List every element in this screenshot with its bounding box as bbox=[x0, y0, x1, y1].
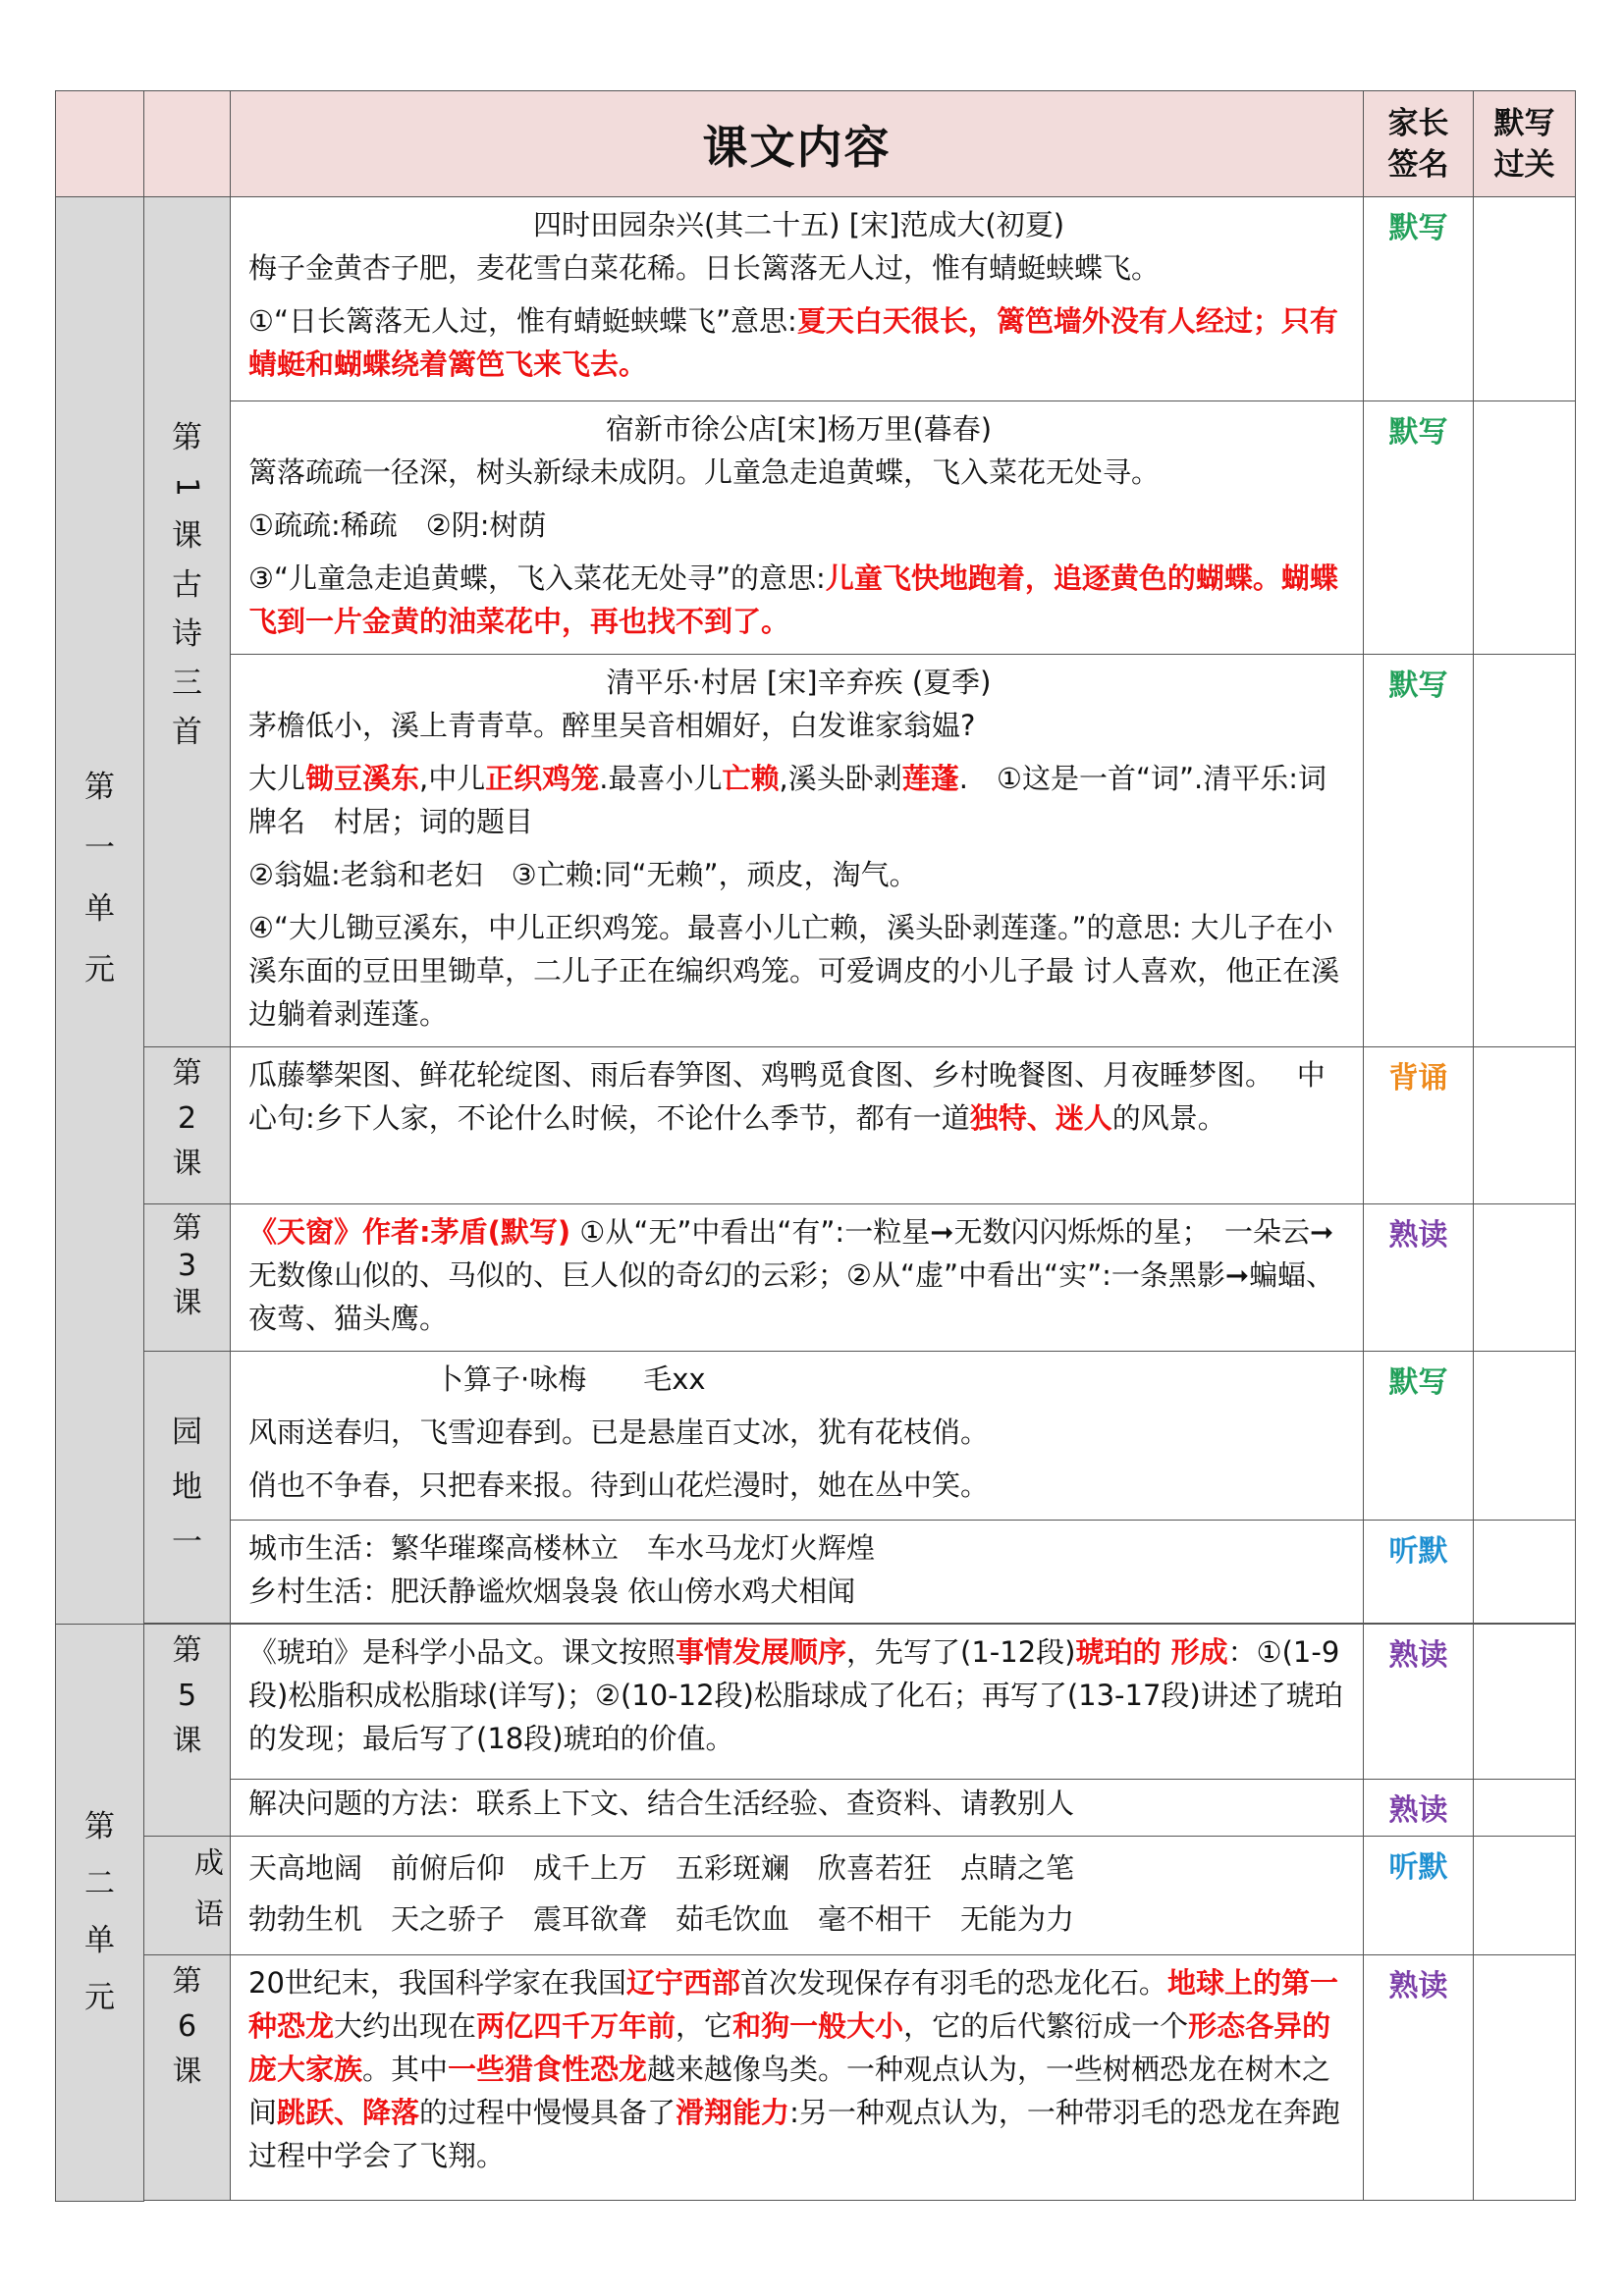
garden1-poem-line2: 俏也不争春，只把春来报。待到山花烂漫时，她在丛中笑。 bbox=[248, 1468, 990, 1502]
pass-cell[interactable] bbox=[1474, 1780, 1576, 1837]
idioms-row1: 天高地阔 前俯后仰 成千上万 五彩斑斓 欣喜若狂 点睛之笔 bbox=[248, 1851, 1075, 1885]
city-life: 城市生活：繁华璀璨高楼林立 车水马龙灯火辉煌 bbox=[248, 1531, 876, 1565]
poem2-note3: ③“儿童急走追黄蝶，飞入菜花无处寻”的意思:儿童飞快地跑着，追逐黄色的蝴蝶。蝴蝶飞到一片金黄的油菜花中，再也找不到了。 bbox=[248, 561, 1338, 638]
lesson1-label: 第 1 课 古 诗 三 首 bbox=[144, 197, 231, 1047]
pass-cell[interactable] bbox=[1474, 1521, 1576, 1624]
lesson6-label: 第 6 课 bbox=[144, 1955, 231, 2201]
lesson2-label: 第 2 课 bbox=[144, 1047, 231, 1204]
garden1-tag1: 默写 bbox=[1364, 1352, 1474, 1521]
table-row bbox=[56, 1204, 1576, 1352]
pass-cell[interactable] bbox=[1474, 197, 1576, 401]
lesson6-cell: 20世纪末，我国科学家在我国辽宁西部首次发现保存有羽毛的恐龙化石。地球上的第一种恐龙大约出现在两亿四千万年前，它和狗一般大小，它的后代繁衍成一个形态各异的庞大家族。其中一些猎食性恐龙越来越像鸟类。一种观点认为，一些树栖恐龙在树木之间跳跃、降落的过程中慢慢具备了滑翔能力:另一种观点认为，一种带羽毛的恐龙在奔跑过程中学会了飞翔。 bbox=[231, 1955, 1364, 2201]
garden1-poem-cell bbox=[231, 1352, 1364, 1521]
header-blank-2 bbox=[144, 91, 231, 197]
table-row bbox=[56, 197, 1576, 401]
pass-cell[interactable] bbox=[1474, 1955, 1576, 2201]
table-row bbox=[56, 1521, 1576, 1624]
header-blank-1 bbox=[56, 91, 144, 197]
poem1-tag: 默写 bbox=[1364, 197, 1474, 401]
spacer-row bbox=[56, 2201, 1576, 2202]
idioms-row2: 勃勃生机 天之骄子 震耳欲聋 茹毛饮血 毫不相干 无能为力 bbox=[248, 1902, 1075, 1936]
pass-cell[interactable] bbox=[1474, 1625, 1576, 1780]
table-row bbox=[56, 1955, 1576, 2201]
lesson5-cell: 《琥珀》是科学小品文。课文按照事情发展顺序，先写了(1-12段)琥珀的 形成：①(1-9段)松脂积成松脂球(详写)；②(10-12段)松脂球成了化石；再写了(13-17段)讲述了琥珀的发现；最后写了(18段)琥珀的价值。 bbox=[231, 1625, 1364, 1780]
poem1-text: 梅子金黄杏子肥，麦花雪白菜花稀。日长篱落无人过，惟有蜻蜓蛱蝶飞。 bbox=[248, 251, 1161, 285]
pass-cell[interactable] bbox=[1474, 1047, 1576, 1204]
poem3-title: 清平乐·村居 [宋]辛弃疾 (夏季) bbox=[606, 666, 992, 699]
table-row bbox=[56, 1352, 1576, 1521]
header-row bbox=[56, 91, 1576, 197]
pass-cell[interactable] bbox=[1474, 401, 1576, 655]
poem1-title: 四时田园杂兴(其二十五) [宋]范成大(初夏) bbox=[532, 208, 1065, 241]
method-tag: 熟读 bbox=[1364, 1780, 1474, 1837]
garden1-poem-line1: 风雨送春归，飞雪迎春到。已是悬崖百丈冰，犹有花枝俏。 bbox=[248, 1415, 990, 1449]
poem2-tag: 默写 bbox=[1364, 401, 1474, 655]
poem1-cell bbox=[231, 197, 1364, 401]
poem3-text: 茅檐低小，溪上青青草。醉里吴音相媚好，白发谁家翁媪? bbox=[248, 709, 976, 742]
lesson6-tag: 熟读 bbox=[1364, 1955, 1474, 2201]
lesson2-tag: 背诵 bbox=[1364, 1047, 1474, 1204]
table-row bbox=[56, 1837, 1576, 1955]
table-row bbox=[56, 655, 1576, 1047]
unit2-label: 第 二 单 元 bbox=[56, 1625, 144, 2202]
garden1-label: 园 地 一 bbox=[144, 1352, 231, 1624]
poem3-note2: ②翁媪:老翁和老妇 ③亡赖:同“无赖”，顽皮，淘气。 bbox=[248, 858, 918, 891]
poem3-tag: 默写 bbox=[1364, 655, 1474, 1047]
idioms-cell bbox=[231, 1837, 1364, 1955]
method-cell: 解决问题的方法：联系上下文、结合生活经验、查资料、请教别人 bbox=[231, 1780, 1364, 1837]
lesson3-cell: 《天窗》作者:茅盾(默写) ①从“无”中看出“有”:一粒星➞无数闪闪烁烁的星； 一朵云➞无数像山似的、马似的、巨人似的奇幻的云彩；②从“虚”中看出“实”:一条黑影➞蝙蝠、夜莺、猫头鹰。 bbox=[231, 1204, 1364, 1352]
poem2-note1: ①疏疏:稀疏 ②阴:树荫 bbox=[248, 508, 547, 542]
lesson3-tag: 熟读 bbox=[1364, 1204, 1474, 1352]
parent-sign-header: 家长签名 bbox=[1364, 91, 1474, 197]
poem3-cell bbox=[231, 655, 1364, 1047]
poem2-title: 宿新市徐公店[宋]杨万里(暮春) bbox=[605, 412, 993, 446]
dictation-pass-header: 默写过关 bbox=[1474, 91, 1576, 197]
page-title: 课文内容 bbox=[231, 91, 1364, 197]
poem2-cell bbox=[231, 401, 1364, 655]
lesson5-tag: 熟读 bbox=[1364, 1625, 1474, 1780]
idioms-tag: 听默 bbox=[1364, 1837, 1474, 1955]
pass-cell[interactable] bbox=[1474, 655, 1576, 1047]
poem3-note4: ④“大儿锄豆溪东，中儿正织鸡笼。最喜小儿亡赖，溪头卧剥莲蓬。”的意思: 大儿子在小溪东面的豆田里锄草，二儿子正在编织鸡笼。可爱调皮的小儿子最 讨人喜欢，他正在溪边躺着剥莲蓬。 bbox=[248, 911, 1340, 1031]
garden1-life-cell bbox=[231, 1521, 1364, 1624]
poem3-line3: 大儿锄豆溪东,中儿正织鸡笼.最喜小儿亡赖,溪头卧剥莲蓬. ①这是一首“词”.清平乐:词牌名 村居；词的题目 bbox=[248, 762, 1326, 838]
idioms-label: 成 语 bbox=[144, 1837, 231, 1955]
lesson5-label: 第 5 课 bbox=[144, 1625, 231, 1837]
pass-cell[interactable] bbox=[1474, 1204, 1576, 1352]
garden1-poem-title: 卜算子·咏梅 毛xx bbox=[435, 1362, 706, 1396]
lesson-table bbox=[55, 90, 1576, 2202]
table-row bbox=[56, 401, 1576, 655]
poem1-note: ①“日长篱落无人过，惟有蜻蜓蛱蝶飞”意思:夏天白天很长，篱笆墙外没有人经过；只有蜻蜓和蝴蝶绕着篱笆飞来飞去。 bbox=[248, 304, 1338, 381]
table-row bbox=[56, 1780, 1576, 1837]
pass-cell[interactable] bbox=[1474, 1352, 1576, 1521]
poem2-text: 篱落疏疏一径深，树头新绿未成阴。儿童急走追黄蝶，飞入菜花无处寻。 bbox=[248, 455, 1161, 489]
unit1-label: 第 一 单 元 bbox=[56, 197, 144, 1625]
village-life: 乡村生活：肥沃静谧炊烟袅袅 依山傍水鸡犬相闻 bbox=[248, 1575, 856, 1608]
lesson3-label: 第 3 课 bbox=[144, 1204, 231, 1352]
garden1-tag2: 听默 bbox=[1364, 1521, 1474, 1624]
table-row bbox=[56, 1047, 1576, 1204]
table-row bbox=[56, 1625, 1576, 1780]
pass-cell[interactable] bbox=[1474, 1837, 1576, 1955]
lesson2-cell: 瓜藤攀架图、鲜花轮绽图、雨后春笋图、鸡鸭觅食图、乡村晚餐图、月夜睡梦图。 中心句:乡下人家，不论什么时候，不论什么季节，都有一道独特、迷人的风景。 bbox=[231, 1047, 1364, 1204]
